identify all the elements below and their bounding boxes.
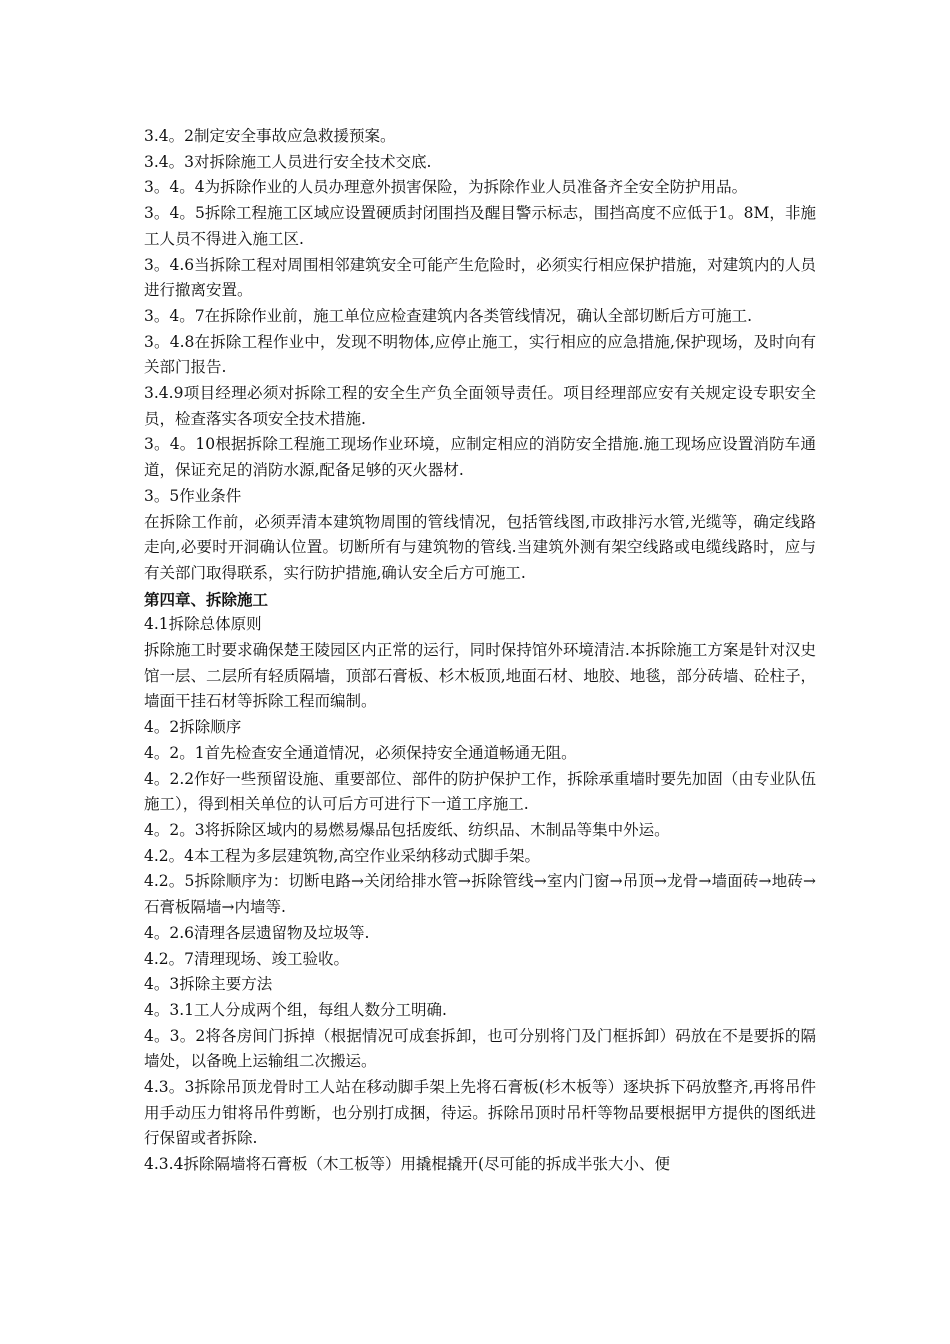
clause-3-4-8: 3。4.8在拆除工程作业中，发现不明物体,应停止施工，实行相应的应急措施,保护现场，及时向有关部门报告. [144, 332, 816, 377]
clause-4-3-3: 4.3。3拆除吊顶龙骨时工人站在移动脚手架上先将石膏板(杉木板等）逐块拆下码放整齐,再将吊件用手动压力钳将吊件剪断，也分别打成捆，待运。拆除吊顶时吊杆等物品要根据甲方提供的图纸进行保留或者拆除. [144, 1078, 816, 1148]
clause-3-4-5: 3。4。5拆除工程施工区域应设置硬质封闭围挡及醒目警示标志，围挡高度不应低于1。8M，非施工人员不得进入施工区. [144, 204, 816, 248]
section-4-1-title: 4.1拆除总体原则 [144, 615, 262, 634]
clause-3-4-10: 3。4。10根据拆除工程施工现场作业环境，应制定相应的消防安全措施.施工现场应设置消防车通道，保证充足的消防水源,配备足够的灭火器材. [144, 435, 816, 480]
clause-3-4-4: 3。4。4为拆除作业的人员办理意外损害保险，为拆除作业人员准备齐全安全防护用品。 [144, 178, 748, 197]
clause-4-2-3: 4。2。3将拆除区域内的易燃易爆品包括废纸、纺织品、木制品等集中外运。 [144, 820, 670, 839]
clause-4-2-5: 4.2。5拆除顺序为：切断电路→关闭给排水管→拆除管线→室内门窗→吊顶→龙骨→墙面砖→地砖→石膏板隔墙→内墙等. [144, 872, 816, 917]
clause-4-3-4: 4.3.4拆除隔墙将石膏板（木工板等）用撬棍撬开(尽可能的拆成半张大小、便 [144, 1155, 670, 1174]
section-3-5-body: 在拆除工作前，必须弄清本建筑物周围的管线情况，包括管线图,市政排污水管,光缆等，确定线路走向,必要时开洞确认位置。切断所有与建筑物的管线.当建筑外测有架空线路或电缆线路时，应与有关部门取得联系，实行防护措施,确认安全后方可施工. [144, 512, 816, 582]
clause-4-2-7: 4.2。7清理现场、竣工验收。 [144, 949, 350, 968]
section-4-2-title: 4。2拆除顺序 [144, 718, 242, 737]
clause-3-4-2: 3.4。2制定安全事故应急救援预案。 [144, 127, 396, 145]
chapter-4-heading: 第四章、拆除施工 [144, 589, 269, 609]
clause-4-2-1: 4。2。1首先检查安全通道情况，必须保持安全通道畅通无阻。 [144, 743, 577, 762]
section-4-3-title: 4。3拆除主要方法 [144, 975, 273, 994]
clause-3-4-9: 3.4.9项目经理必须对拆除工程的安全生产负全面领导责任。项目经理部应安有关规定设专职安全员，检查落实各项安全技术措施. [144, 384, 816, 428]
clause-4-3-2: 4。3。2将各房间门拆掉（根据情况可成套拆卸，也可分别将门及门框拆卸）码放在不是要拆的隔墙处，以备晚上运输组二次搬运。 [144, 1026, 816, 1071]
section-4-1-body: 拆除施工时要求确保楚王陵园区内正常的运行，同时保持馆外环境清洁.本拆除施工方案是针对汉史馆一层、二层所有轻质隔墙，顶部石膏板、杉木板顶,地面石材、地胶、地毯，部分砖墙、砼柱子，墙面干挂石材等拆除工程而编制。 [144, 641, 816, 711]
clause-4-2-6: 4。2.6清理各层遗留物及垃圾等. [144, 923, 370, 942]
clause-3-4-3: 3.4。3对拆除施工人员进行安全技术交底. [144, 152, 432, 171]
clause-4-3-1: 4。3.1工人分成两个组，每组人数分工明确. [144, 1000, 447, 1019]
clause-3-4-7: 3。4。7在拆除作业前，施工单位应检查建筑内各类管线情况，确认全部切断后方可施工. [144, 306, 753, 325]
clause-4-2-4: 4.2。4本工程为多层建筑物,高空作业采纳移动式脚手架。 [144, 846, 540, 865]
document-body [144, 124, 816, 1178]
section-3-5-title: 3。5作业条件 [144, 486, 242, 505]
clause-4-2-2: 4。2.2作好一些预留设施、重要部位、部件的防护保护工作，拆除承重墙时要先加固（由专业队伍施工），得到相关单位的认可后方可进行下一道工序施工. [144, 769, 816, 814]
clause-3-4-6: 3。4.6当拆除工程对周围相邻建筑安全可能产生危险时，必须实行相应保护措施，对建筑内的人员进行撤离安置。 [144, 255, 816, 300]
